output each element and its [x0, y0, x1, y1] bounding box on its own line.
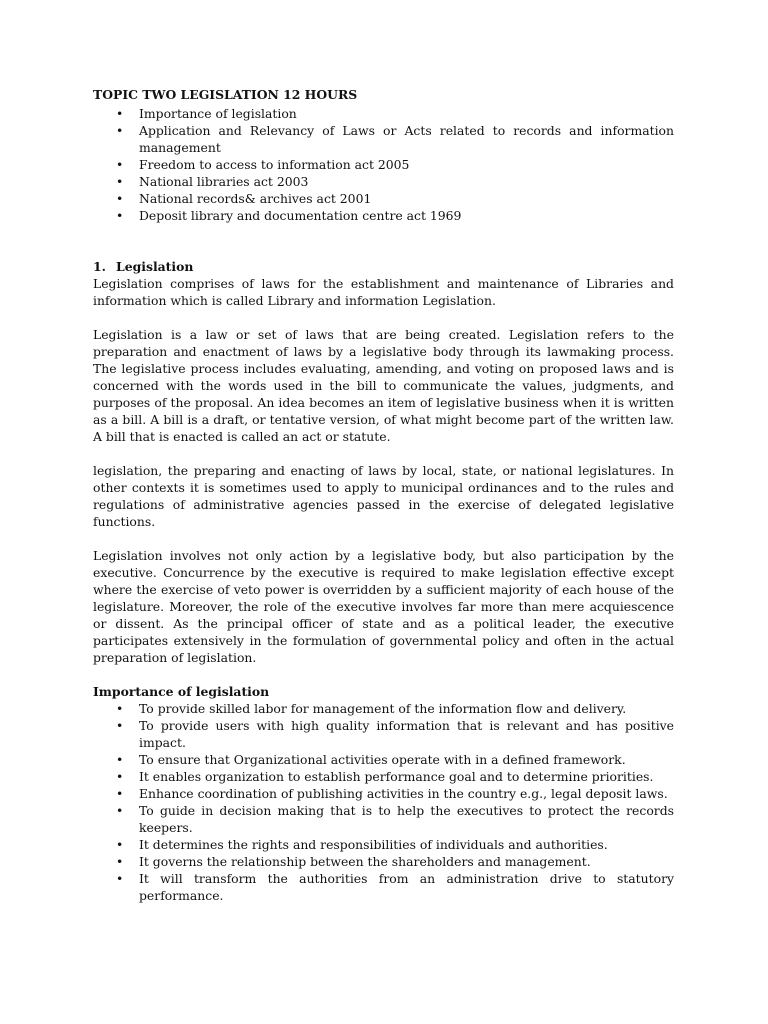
bullet-icon: • [116, 174, 124, 189]
importance-text: To provide users with high quality information that is relevant and has positive impact. [139, 718, 674, 750]
list-item [93, 870, 674, 904]
bullet-icon: • [116, 854, 124, 869]
bullet-icon: • [116, 752, 124, 767]
list-item [93, 105, 674, 122]
topic-text: Deposit library and documentation centre act 1969 [139, 208, 462, 223]
list-item [93, 751, 674, 768]
section-title: Legislation [116, 259, 194, 274]
bullet-icon: • [116, 803, 124, 818]
section-heading [93, 258, 674, 275]
section-number: 1. [93, 259, 106, 274]
bullet-icon: • [116, 191, 124, 206]
topic-text: National records& archives act 2001 [139, 191, 372, 206]
list-item [93, 785, 674, 802]
document-page [93, 86, 674, 904]
topic-text: Importance of legislation [139, 106, 297, 121]
topic-text: Freedom to access to information act 2005 [139, 157, 410, 172]
importance-text: Enhance coordination of publishing activities in the country e.g., legal deposit laws. [139, 786, 668, 801]
bullet-icon: • [116, 837, 124, 852]
importance-text: It governs the relationship between the shareholders and management. [139, 854, 591, 869]
paragraph: Legislation involves not only action by a legislative body, but also participation by the executive. Concurrence by the executive is required to make legislation effective except where the exercise of veto power is overridden by a sufficient majority of each house of the legislature. Moreover, the role of the executive involves far more than mere acquiescence or dissent. As the principal officer of state and as a political leader, the executive participates extensively in the formulation of governmental policy and often in the actual preparation of legislation. [93, 548, 674, 665]
importance-heading: Importance of legislation [93, 684, 270, 699]
list-item [93, 717, 674, 751]
list-item [93, 122, 674, 156]
bullet-icon: • [116, 871, 124, 886]
page-title: TOPIC TWO LEGISLATION 12 HOURS [93, 87, 358, 102]
list-item [93, 768, 674, 785]
paragraph: legislation, the preparing and enacting of laws by local, state, or national legislatures. In other contexts it is sometimes used to apply to municipal ordinances and to the rules and regulations of administrative agencies passed in the exercise of delegated legislative functions. [93, 463, 674, 529]
topic-text: National libraries act 2003 [139, 174, 309, 189]
importance-text: It enables organization to establish performance goal and to determine priorities. [139, 769, 654, 784]
list-item [93, 190, 674, 207]
importance-list [93, 700, 674, 904]
list-item [93, 173, 674, 190]
list-item [93, 836, 674, 853]
bullet-icon: • [116, 701, 124, 716]
bullet-icon: • [116, 769, 124, 784]
importance-text: To ensure that Organizational activities operate with in a defined framework. [139, 752, 626, 767]
importance-text: To provide skilled labor for management of the information flow and delivery. [139, 701, 627, 716]
bullet-icon: • [116, 786, 124, 801]
importance-text: It will transform the authorities from an administration drive to statutory performance. [139, 871, 674, 903]
bullet-icon: • [116, 718, 124, 733]
list-item [93, 802, 674, 836]
bullet-icon: • [116, 123, 124, 138]
list-item [93, 207, 674, 224]
importance-text: It determines the rights and responsibilities of individuals and authorities. [139, 837, 608, 852]
bullet-icon: • [116, 106, 124, 121]
bullet-icon: • [116, 157, 124, 172]
list-item [93, 700, 674, 717]
importance-text: To guide in decision making that is to help the executives to protect the records keepers. [139, 803, 674, 835]
list-item [93, 853, 674, 870]
paragraph: Legislation comprises of laws for the establishment and maintenance of Libraries and information which is called Library and information Legislation. [93, 276, 674, 308]
bullet-icon: • [116, 208, 124, 223]
paragraph: Legislation is a law or set of laws that are being created. Legislation refers to the preparation and enactment of laws by a legislative body through its lawmaking process. The legislative process includes evaluating, amending, and voting on proposed laws and is concerned with the words used in the bill to communicate the values, judgments, and purposes of the proposal. An idea becomes an item of legislative business when it is written as a bill. A bill is a draft, or tentative version, of what might become part of the written law. A bill that is enacted is called an act or statute. [93, 327, 674, 444]
list-item [93, 156, 674, 173]
spacer [93, 224, 674, 258]
topic-list [93, 105, 674, 224]
topic-text: Application and Relevancy of Laws or Acts related to records and information management [139, 123, 674, 155]
